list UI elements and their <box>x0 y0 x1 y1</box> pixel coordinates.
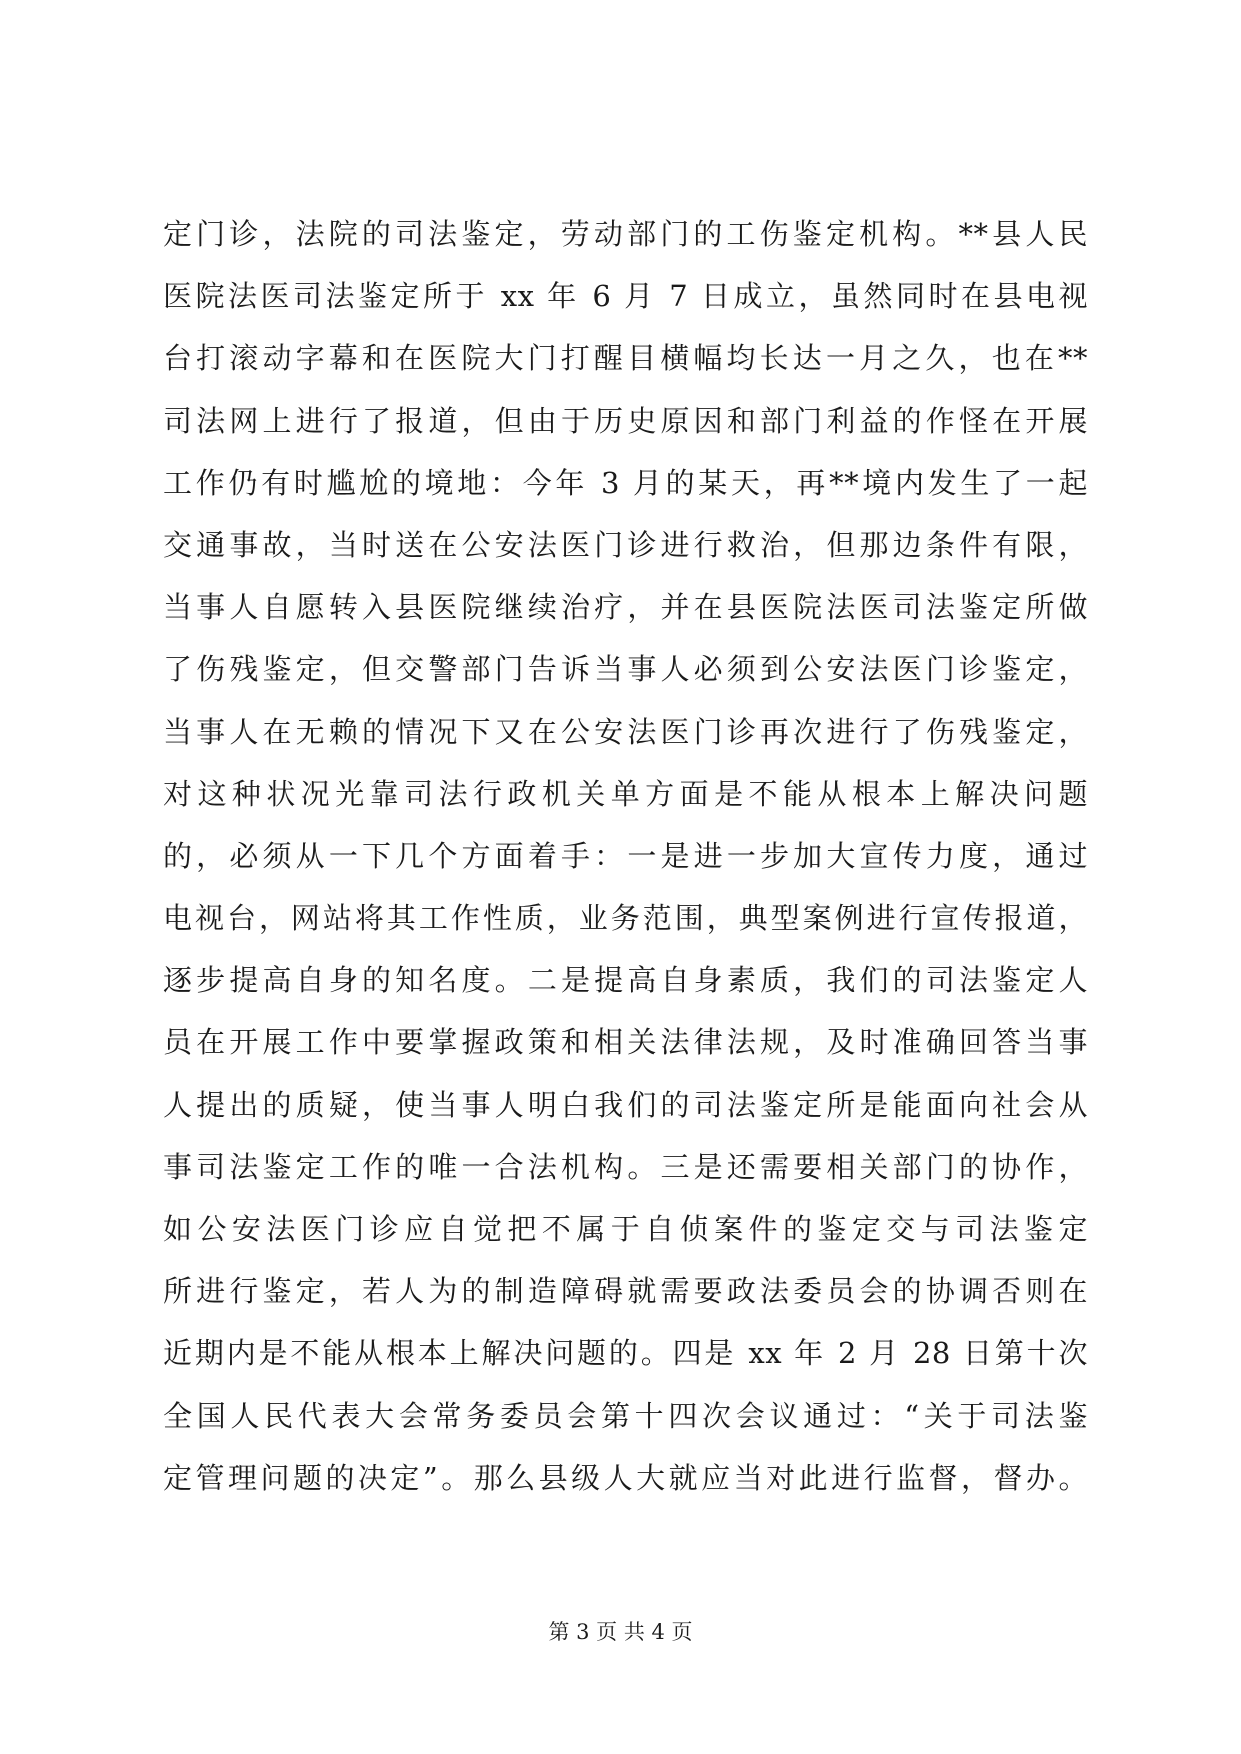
text-line: 人提出的质疑，使当事人明白我们的司法鉴定所是能面向社会从 <box>163 1087 1088 1122</box>
text-line: 逐步提高自身的知名度。二是提高自身素质，我们的司法鉴定人 <box>163 963 1088 998</box>
text-line: 交通事故，当时送在公安法医门诊进行救治，但那边条件有限， <box>163 527 1088 562</box>
text-line: 医院法医司法鉴定所于 xx 年 6 月 7 日成立，虽然同时在县电视 <box>163 279 1088 314</box>
text-line: 全国人民代表大会常务委员会第十四次会议通过：“关于司法鉴 <box>163 1398 1088 1433</box>
text-line: 近期内是不能从根本上解决问题的。四是 xx 年 2 月 28 日第十次 <box>163 1336 1088 1371</box>
page-number-footer: 第 3 页 共 4 页 <box>548 1620 693 1644</box>
text-line: 的，必须从一下几个方面着手：一是进一步加大宣传力度，通过 <box>163 838 1088 873</box>
text-line: 员在开展工作中要掌握政策和相关法律法规，及时准确回答当事 <box>163 1025 1088 1060</box>
text-line: 事司法鉴定工作的唯一合法机构。三是还需要相关部门的协作， <box>163 1149 1088 1184</box>
text-line: 了伤残鉴定，但交警部门告诉当事人必须到公安法医门诊鉴定， <box>163 652 1088 687</box>
text-line: 电视台，网站将其工作性质，业务范围，典型案例进行宣传报道， <box>163 901 1088 936</box>
text-line: 台打滚动字幕和在医院大门打醒目横幅均长达一月之久，也在** <box>163 341 1088 376</box>
text-line: 司法网上进行了报道，但由于历史原因和部门利益的作怪在开展 <box>163 403 1088 438</box>
text-line: 所进行鉴定，若人为的制造障碍就需要政法委员会的协调否则在 <box>163 1274 1088 1309</box>
text-line: 定管理问题的决定”。那么县级人大就应当对此进行监督，督办。 <box>163 1460 1088 1495</box>
text-line: 当事人在无赖的情况下又在公安法医门诊再次进行了伤残鉴定， <box>163 714 1088 749</box>
text-line: 如公安法医门诊应自觉把不属于自侦案件的鉴定交与司法鉴定 <box>163 1212 1088 1246</box>
text-line: 定门诊，法院的司法鉴定，劳动部门的工伤鉴定机构。**县人民 <box>163 217 1088 251</box>
text-line: 工作仍有时尴尬的境地：今年 3 月的某天，再**境内发生了一起 <box>163 465 1088 500</box>
text-line: 当事人自愿转入县医院继续治疗，并在县医院法医司法鉴定所做 <box>163 590 1088 625</box>
body-text <box>163 203 1088 1509</box>
text-line: 对这种状况光靠司法行政机关单方面是不能从根本上解决问题 <box>163 776 1088 811</box>
